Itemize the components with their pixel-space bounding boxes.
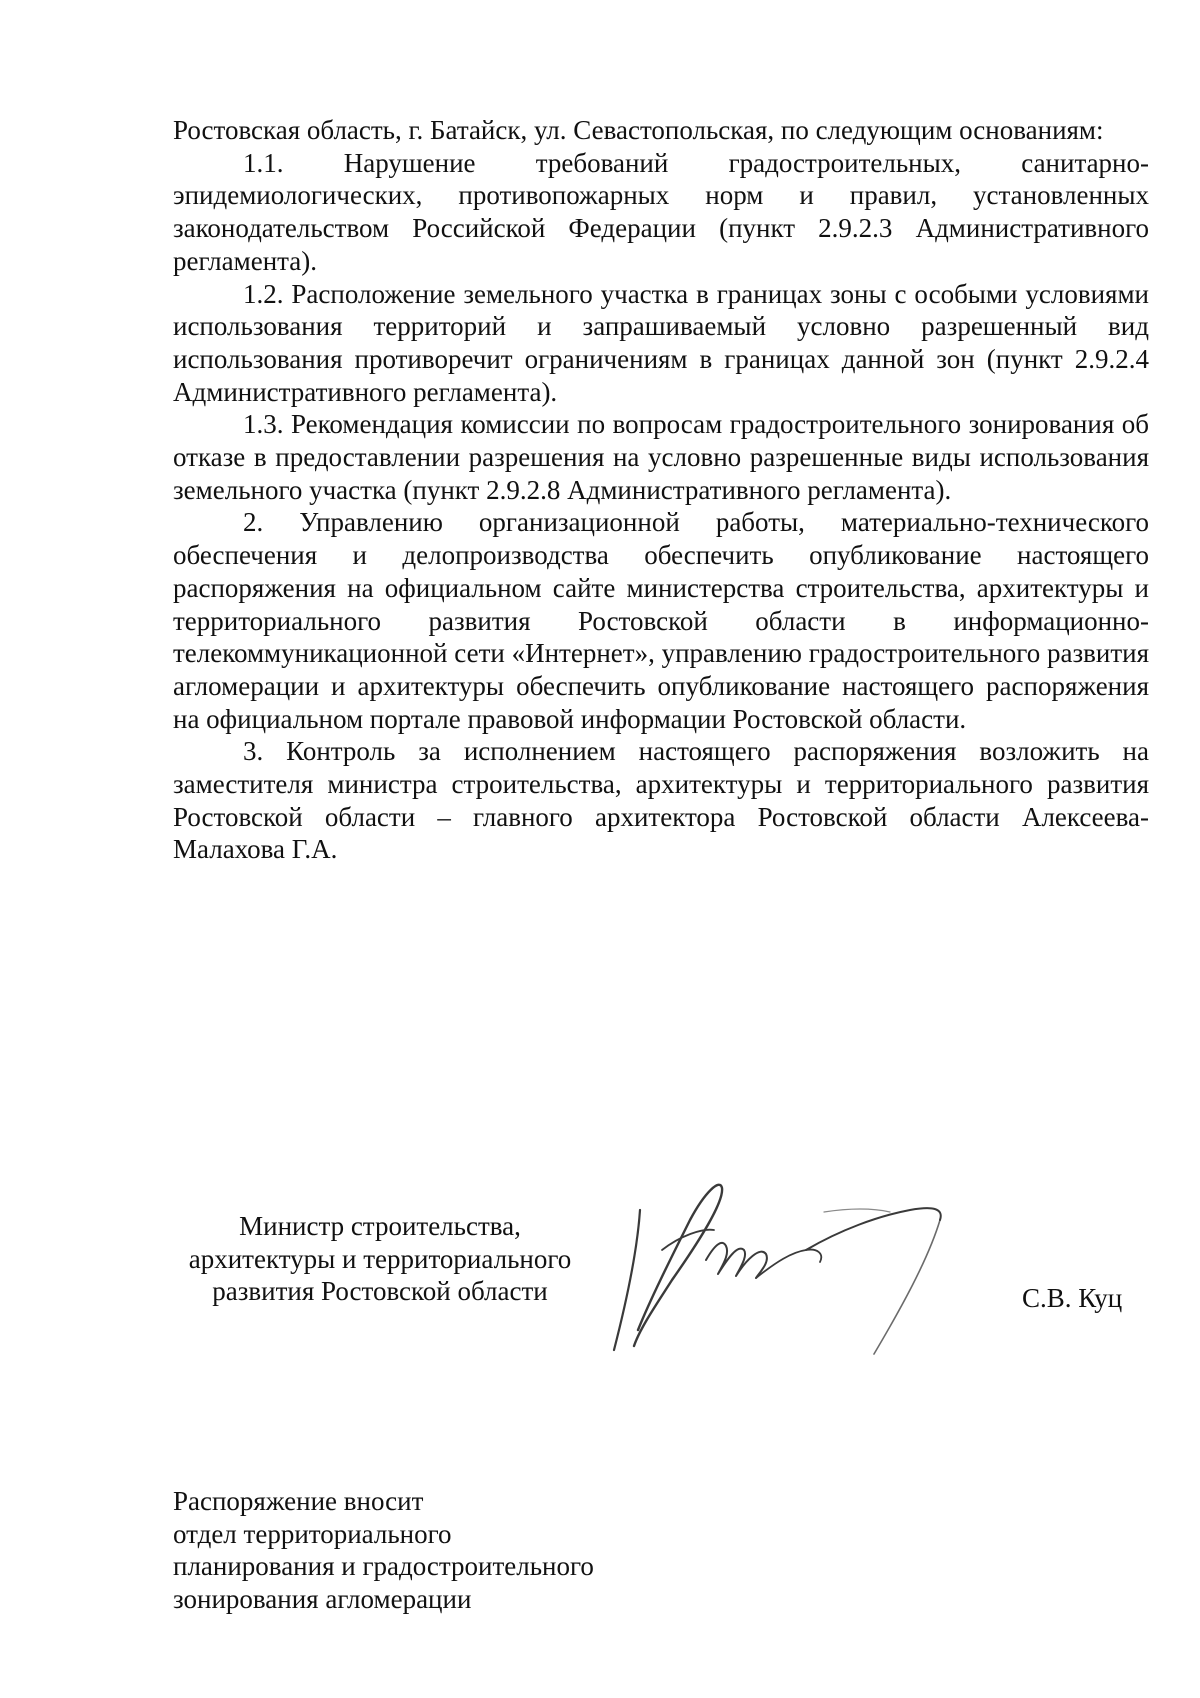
paragraph-continuation: Ростовская область, г. Батайск, ул. Севастопольская, по следующим основаниям: <box>173 115 1104 145</box>
paragraph-1-2: 1.2. Расположение земельного участка в границах зоны с особыми условиями использования территорий и запрашиваемый условно разрешенный вид использования противоречит ограничениям в границах данной зон (пункт 2.9.2.4 Административного регламента). <box>173 278 1149 407</box>
signer-position-line: Министр строительства, <box>239 1211 521 1241</box>
signer-position-line: архитектуры и территориального <box>188 1243 572 1274</box>
signer-position-line: развития Ростовской области <box>212 1276 548 1307</box>
footer-line: отдел территориального <box>173 1518 452 1549</box>
paragraph-2: 2. Управлению организационной работы, материально-технического обеспечения и делопроизводства обеспечить опубликование настоящего распоряжения на официальном сайте министерства строительства, архитектуры и территориального развития Ростовской области в информационно-телекоммуникационной сети «Интернет», управлению градостроительного развития агломерации и архитектуры обеспечить опубликование настоящего распоряжения на официальном портале правовой информации Ростовской области. <box>173 507 1149 734</box>
footer-line: Распоряжение вносит <box>173 1486 424 1516</box>
document-body <box>173 114 1149 866</box>
signer-position <box>170 1210 590 1308</box>
footer-line: планирования и градостроительного <box>173 1551 594 1582</box>
paragraph-1-3: 1.3. Рекомендация комиссии по вопросам градостроительного зонирования об отказе в предоставлении разрешения на условно разрешенные виды использования земельного участка (пункт 2.9.2.8 Административного регламента). <box>173 409 1149 505</box>
footer-line: зонирования агломерации <box>173 1584 472 1615</box>
handwritten-signature <box>610 1150 1010 1360</box>
footer-note <box>173 1485 733 1616</box>
signer-name: С.В. Куц <box>1022 1283 1123 1313</box>
paragraph-1-1: 1.1. Нарушение требований градостроительных, санитарно-эпидемиологических, противопожарных норм и правил, установленных законодательством Российской Федерации (пункт 2.9.2.3 Административного регламента). <box>173 147 1149 276</box>
paragraph-3: 3. Контроль за исполнением настоящего распоряжения возложить на заместителя министра строительства, архитектуры и территориального развития Ростовской области – главного архитектора Ростовской области Алексеева-Малахова Г.А. <box>173 736 1149 865</box>
